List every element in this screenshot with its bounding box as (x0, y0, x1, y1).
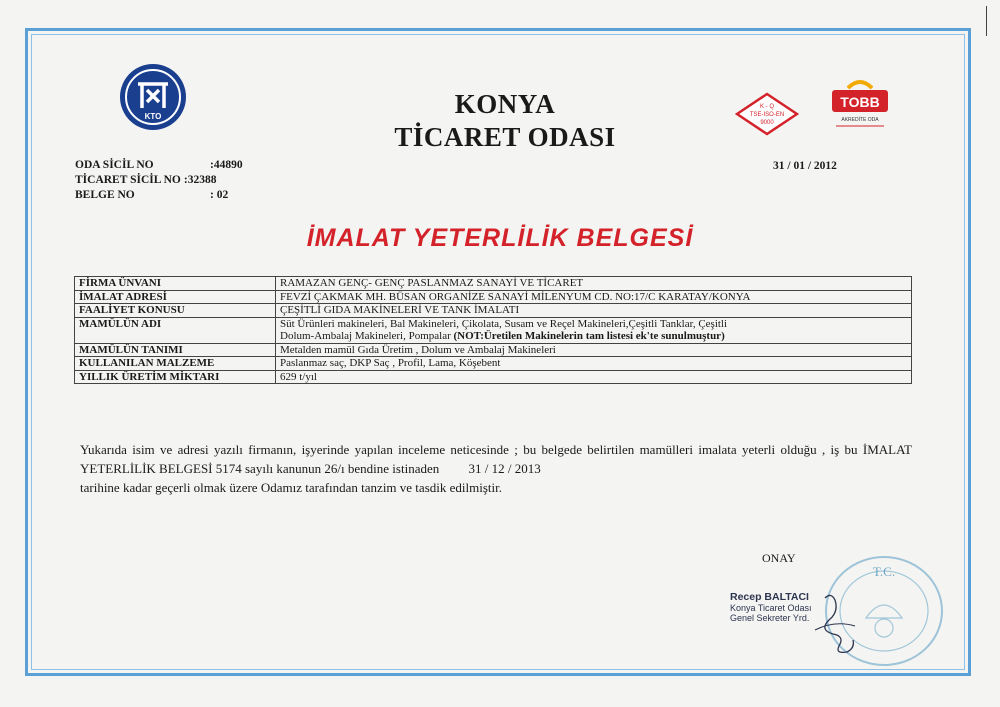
malzeme-label: KULLANILAN MALZEME (75, 357, 276, 371)
tobb-text: TOBB (840, 94, 880, 110)
mamul-adi-line-1: Süt Ürünleri makineleri, Bal Makineleri, Çikolata, Susam ve Reçel Makineleri,Çeşitli Tanklar, Çeşitli (280, 317, 728, 330)
mamul-adi-label: MAMÜLÜN ADI (75, 317, 276, 343)
certificate-body (80, 440, 912, 497)
uretim-label: YILLIK ÜRETİM MİKTARI (75, 370, 276, 384)
mamul-tanimi-label: MAMÜLÜN TANIMI (75, 343, 276, 357)
certificate-info-table (74, 276, 912, 384)
page-edge-mark (986, 6, 987, 36)
table-row (75, 277, 912, 291)
belge-no-label: BELGE NO (75, 189, 135, 201)
table-row (75, 304, 912, 318)
oda-sicil-label: ODA SİCİL NO (75, 159, 154, 171)
adres-label: İMALAT ADRESİ (75, 290, 276, 304)
belge-no-value: : 02 (210, 189, 229, 201)
firma-label: FİRMA ÜNVANI (75, 277, 276, 291)
handwritten-signature (795, 590, 875, 660)
mamul-adi-value (276, 317, 912, 343)
valid-until-date: 31 / 12 / 2013 (468, 461, 541, 476)
table-row (75, 290, 912, 304)
document-title: İMALAT YETERLİLİK BELGESİ (306, 224, 694, 252)
tobb-logo (826, 74, 894, 132)
malzeme-value: Paslanmaz saç, DKP Saç , Profil, Lama, Köşebent (276, 357, 912, 371)
badge-line-2: TSE-ISO-EN (749, 112, 785, 118)
ticaret-sicil-label: TİCARET SİCİL NO (75, 174, 181, 186)
title-line-1: KONYA (454, 89, 556, 119)
mamul-adi-line-2: Dolum-Ambalaj Makineleri, Pompalar (280, 330, 451, 342)
approval-label: ONAY (762, 551, 796, 565)
seal-text: T.C. (872, 564, 896, 579)
table-row (75, 317, 912, 343)
table-row (75, 357, 912, 371)
signatory-role: Genel Sekreter Yrd. (730, 613, 810, 623)
adres-value: FEVZİ ÇAKMAK MH. BÜSAN ORGANİZE SANAYİ MİLENYUM CD. NO:17/C KARATAY/KONYA (276, 290, 912, 304)
quality-badge (735, 92, 799, 136)
ticaret-sicil-value: :32388 (183, 174, 217, 186)
signatory-org: Konya Ticaret Odası (730, 602, 812, 613)
table-row (75, 343, 912, 357)
badge-line-3: 9000 (760, 120, 774, 126)
mamul-tanimi-value: Metalden mamül Gıda Üretim , Dolum ve Ambalaj Makineleri (276, 343, 912, 357)
firma-value: RAMAZAN GENÇ- GENÇ PASLANMAZ SANAYİ VE TİCARET (276, 277, 912, 291)
tobb-subtext: AKREDİTE ODA (841, 117, 879, 123)
registry-block (75, 158, 243, 203)
body-text-end: tarihine kadar geçerli olmak üzere Odamız tarafından tanzim ve tasdik edilmiştir. (80, 480, 502, 495)
mamul-adi-note: (NOT:Üretilen Makinelerin tam listesi ek'te sunulmuştur) (453, 330, 725, 342)
faaliyet-label: FAALİYET KONUSU (75, 304, 276, 318)
signatory-name: Recep BALTACI (730, 591, 809, 603)
chamber-title (360, 88, 650, 154)
body-text-main: Yukarıda isim ve adresi yazılı firmanın, işyerinde yapılan inceleme neticesinde ; bu belgede belirtilen mamülleri imalata yeterli olduğu , iş bu İMALAT YETERLİLİK BELGESİ 5174 sayılı kanunun 26/ı bendine istinaden (80, 442, 912, 476)
title-line-2: TİCARET ODASI (394, 122, 616, 152)
faaliyet-value: ÇEŞİTLİ GIDA MAKİNELERİ VE TANK İMALATI (276, 304, 912, 318)
table-row (75, 370, 912, 384)
badge-line-1: K - Q (759, 104, 775, 110)
kto-logo (118, 62, 188, 132)
uretim-value: 629 t/yıl (276, 370, 912, 384)
kto-logo-text: KTO (144, 112, 162, 121)
oda-sicil-value: :44890 (210, 159, 243, 171)
issue-date: 31 / 01 / 2012 (773, 160, 837, 172)
